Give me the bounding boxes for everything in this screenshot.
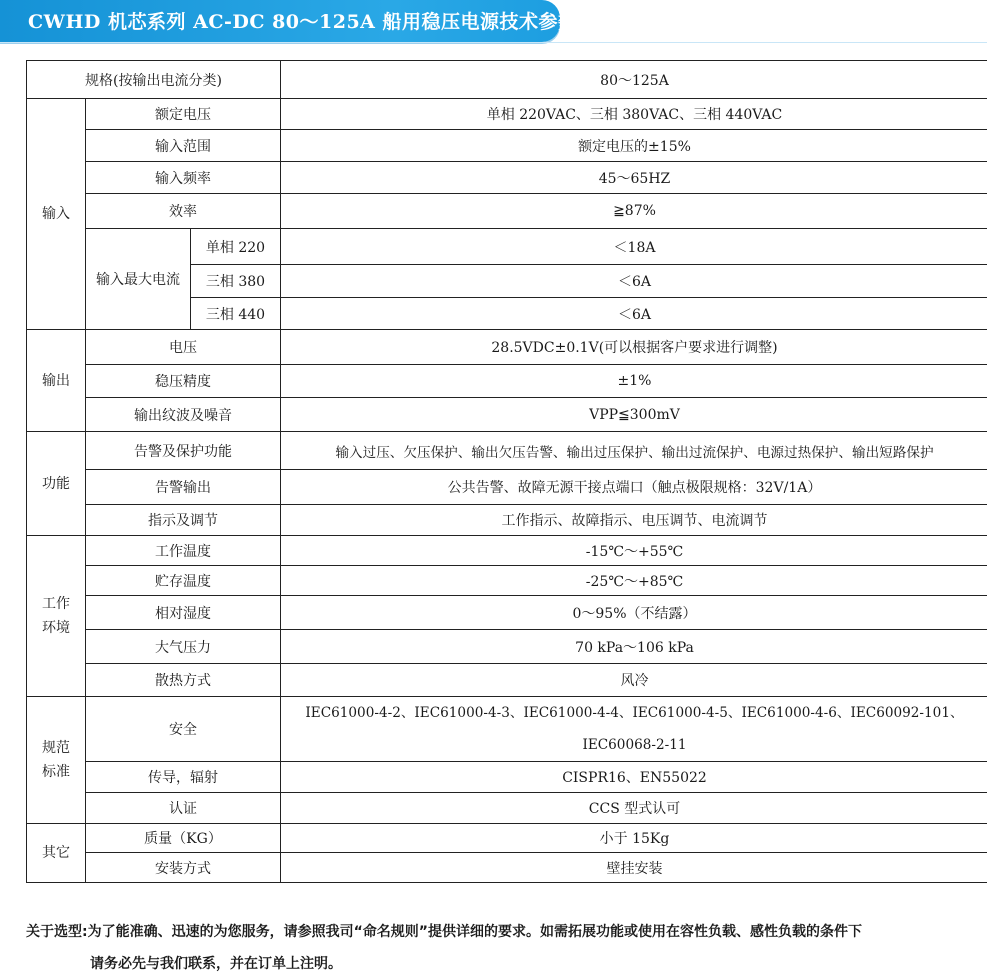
row-label: 输入范围 <box>86 130 281 162</box>
section-line: 规范 <box>42 740 70 756</box>
table-row <box>27 194 987 229</box>
row-label: 安装方式 <box>86 853 281 883</box>
row-value: ＜6A <box>281 298 987 330</box>
row-value <box>281 697 987 762</box>
row-value: ≧87% <box>281 194 987 229</box>
row-label: 额定电压 <box>86 99 281 130</box>
row-value: 工作指示、故障指示、电压调节、电流调节 <box>281 505 987 536</box>
table-row <box>27 162 987 194</box>
sub-label: 三相 380 <box>191 265 281 298</box>
table-row <box>27 330 987 365</box>
table-row <box>27 824 987 853</box>
row-label: 安全 <box>86 697 281 762</box>
safety-line: IEC60068-2-11 <box>582 737 686 753</box>
row-label: 稳压精度 <box>86 365 281 398</box>
row-label: 输入频率 <box>86 162 281 194</box>
table-row <box>27 229 987 265</box>
row-label: 指示及调节 <box>86 505 281 536</box>
table-row <box>27 365 987 398</box>
row-value: 额定电压的±15% <box>281 130 987 162</box>
spec-header-value: 80～125A <box>281 61 987 99</box>
spec-table <box>26 60 987 883</box>
footer-note <box>26 916 976 980</box>
spec-header-label: 规格(按输出电流分类) <box>27 61 281 99</box>
row-value: 风冷 <box>281 664 987 697</box>
row-label: 贮存温度 <box>86 566 281 596</box>
section-other: 其它 <box>27 824 86 883</box>
table-row <box>27 398 987 432</box>
row-value: CISPR16、EN55022 <box>281 762 987 793</box>
page-title: CWHD 机芯系列 AC-DC 80～125A 船用稳压电源技术参数 <box>28 7 578 34</box>
row-value: 0～95%（不结露） <box>281 596 987 630</box>
row-value: 公共告警、故障无源干接点端口（触点极限规格：32V/1A） <box>281 470 987 505</box>
section-line: 环境 <box>42 620 70 636</box>
table-row <box>27 505 987 536</box>
section-function: 功能 <box>27 432 86 536</box>
table-row <box>27 793 987 824</box>
row-label: 传导，辐射 <box>86 762 281 793</box>
section-environment <box>27 536 86 697</box>
row-value: VPP≦300mV <box>281 398 987 432</box>
row-value: 45～65HZ <box>281 162 987 194</box>
row-label: 输入最大电流 <box>86 229 191 330</box>
row-value: CCS 型式认可 <box>281 793 987 824</box>
row-value: 28.5VDC±0.1V(可以根据客户要求进行调整) <box>281 330 987 365</box>
row-label: 告警输出 <box>86 470 281 505</box>
sub-label: 单相 220 <box>191 229 281 265</box>
row-label: 输出纹波及噪音 <box>86 398 281 432</box>
table-row <box>27 566 987 596</box>
footer-line: 请务必先与我们联系，并在订单上注明。 <box>26 948 976 980</box>
row-value: 单相 220VAC、三相 380VAC、三相 440VAC <box>281 99 987 130</box>
table-row <box>27 470 987 505</box>
table-row <box>27 130 987 162</box>
table-row <box>27 630 987 664</box>
row-label: 告警及保护功能 <box>86 432 281 470</box>
row-value: 70 kPa～106 kPa <box>281 630 987 664</box>
table-row <box>27 762 987 793</box>
title-banner <box>0 0 560 42</box>
row-value: -15℃～+55℃ <box>281 536 987 566</box>
section-output: 输出 <box>27 330 86 432</box>
section-line: 工作 <box>42 596 70 612</box>
table-row <box>27 99 987 130</box>
section-line: 标准 <box>42 764 70 780</box>
table-row <box>27 596 987 630</box>
row-label: 效率 <box>86 194 281 229</box>
row-value: ＜18A <box>281 229 987 265</box>
row-value: ＜6A <box>281 265 987 298</box>
row-value: 输入过压、欠压保护、输出欠压告警、输出过压保护、输出过流保护、电源过热保护、输出短路保护 <box>281 432 987 470</box>
row-value: -25℃～+85℃ <box>281 566 987 596</box>
table-row <box>27 432 987 470</box>
table-row <box>27 664 987 697</box>
row-label: 质量（KG） <box>86 824 281 853</box>
footer-line: 关于选型:为了能准确、迅速的为您服务，请参照我司“命名规则”提供详细的要求。如需拓展功能或使用在容性负载、感性负载的条件下 <box>26 916 976 948</box>
row-label: 认证 <box>86 793 281 824</box>
row-value: 壁挂安装 <box>281 853 987 883</box>
section-input: 输入 <box>27 99 86 330</box>
row-label: 散热方式 <box>86 664 281 697</box>
table-row <box>27 61 987 99</box>
table-row <box>27 536 987 566</box>
table-row <box>27 697 987 762</box>
sub-label: 三相 440 <box>191 298 281 330</box>
title-divider <box>0 42 987 43</box>
row-label: 工作温度 <box>86 536 281 566</box>
row-label: 大气压力 <box>86 630 281 664</box>
row-label: 相对湿度 <box>86 596 281 630</box>
section-standards <box>27 697 86 824</box>
safety-line: IEC61000-4-2、IEC61000-4-3、IEC61000-4-4、IEC61000-4-5、IEC61000-4-6、IEC60092-101、 <box>305 705 963 721</box>
table-row <box>27 853 987 883</box>
row-value: ±1% <box>281 365 987 398</box>
row-value: 小于 15Kg <box>281 824 987 853</box>
row-label: 电压 <box>86 330 281 365</box>
